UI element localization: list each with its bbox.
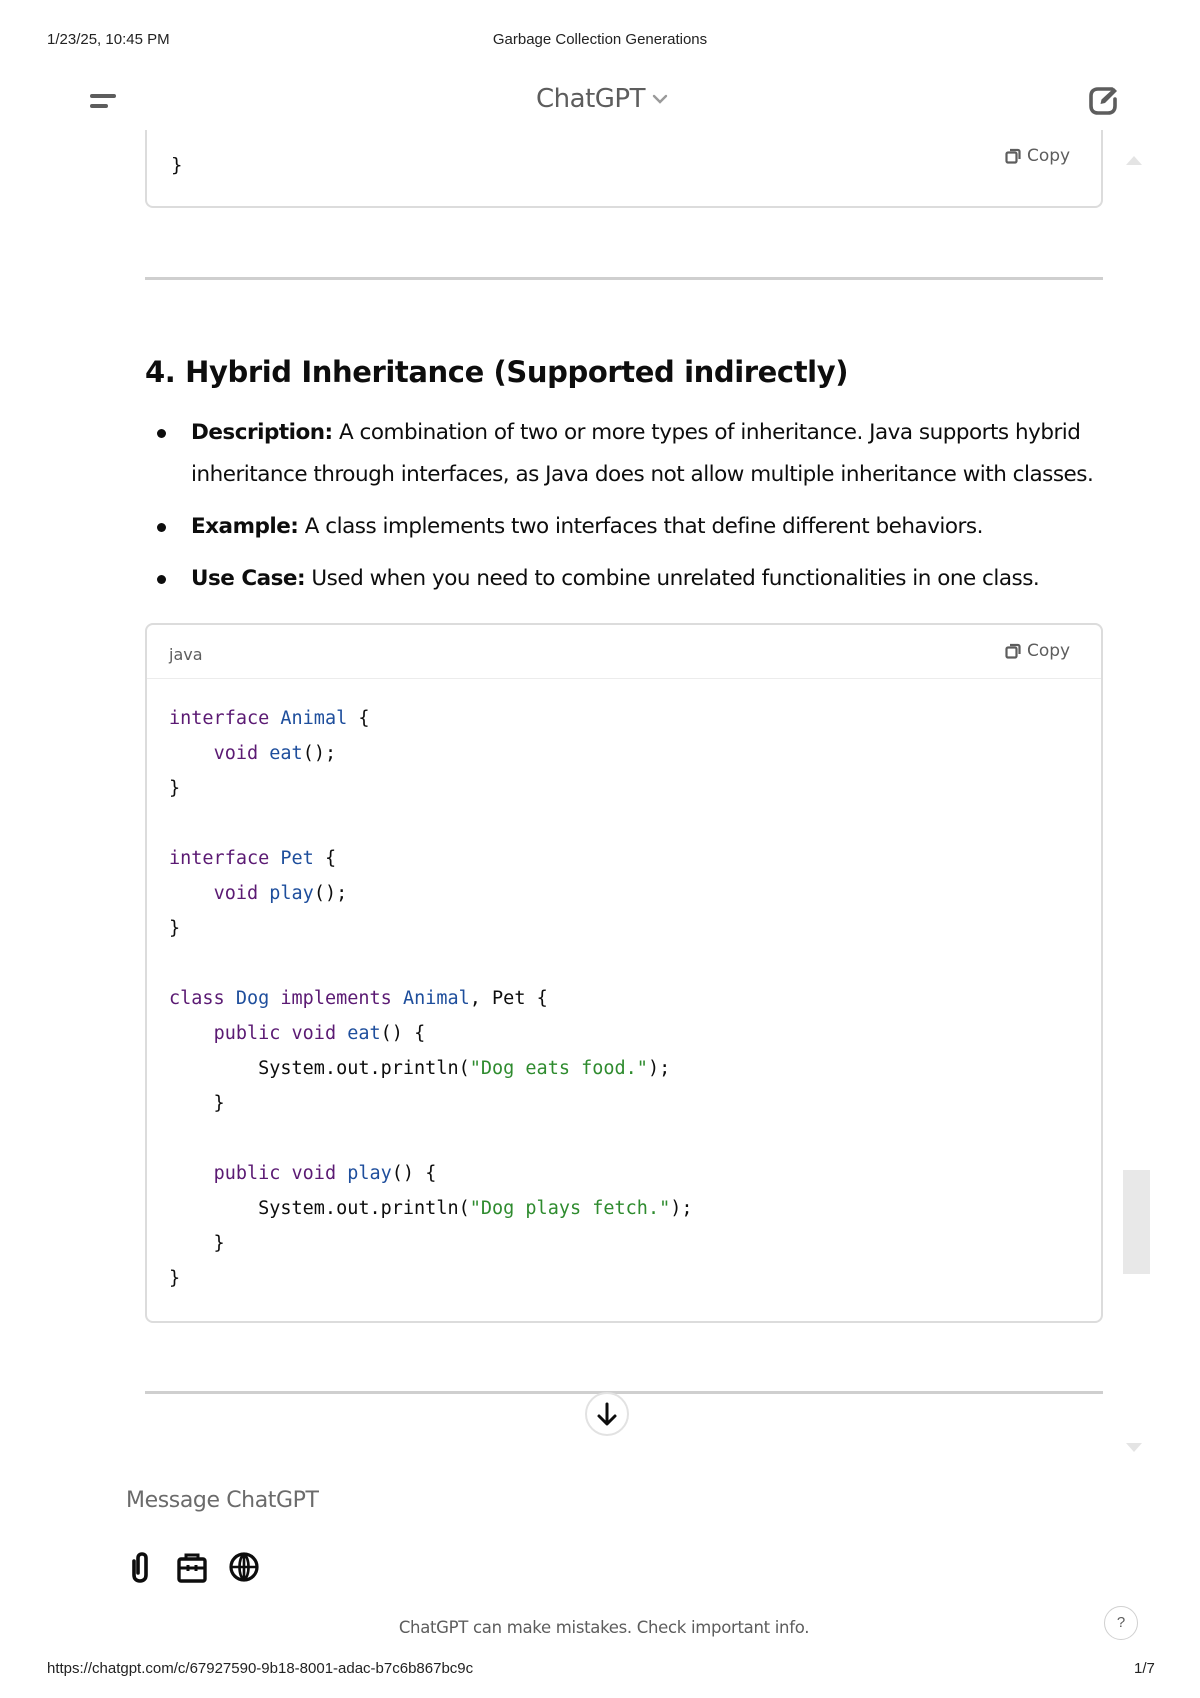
code-block-header xyxy=(147,625,1101,679)
sidebar-toggle-button[interactable] xyxy=(88,90,122,114)
print-date: 1/23/25, 10:45 PM xyxy=(47,31,170,48)
toolbox-icon xyxy=(175,1549,209,1585)
code-token: void xyxy=(291,1163,337,1184)
code-token: eat xyxy=(347,1023,381,1044)
copy-icon xyxy=(1005,148,1021,164)
code-token: public xyxy=(213,1163,281,1184)
list-item xyxy=(145,558,1105,600)
code-token: Animal xyxy=(280,708,348,729)
chevron-down-icon xyxy=(651,92,669,106)
model-name: ChatGPT xyxy=(536,84,645,114)
print-page-number: 1/7 xyxy=(1134,1660,1155,1677)
scroll-up-arrow[interactable] xyxy=(1126,156,1142,165)
bullet-text: A class implements two interfaces that define different behaviors. xyxy=(298,514,983,539)
bullet-label: Use Case: xyxy=(191,566,306,591)
code-token: "Dog plays fetch." xyxy=(469,1198,671,1219)
composer-toolbar xyxy=(123,1549,261,1585)
code-token: eat xyxy=(269,743,303,764)
print-header xyxy=(0,28,1200,52)
model-selector[interactable] xyxy=(536,84,669,114)
menu-icon xyxy=(90,94,116,98)
code-token: implements xyxy=(280,988,392,1009)
web-search-button[interactable] xyxy=(227,1549,261,1585)
section-divider xyxy=(145,277,1103,280)
list-item xyxy=(145,506,1105,548)
app-header xyxy=(0,80,1200,124)
list-item xyxy=(145,412,1105,496)
new-chat-icon xyxy=(1086,84,1120,118)
code-token: play xyxy=(269,883,314,904)
menu-icon-line xyxy=(90,104,108,108)
paperclip-icon xyxy=(123,1549,157,1585)
copy-icon xyxy=(1005,643,1021,659)
scrollbar-thumb[interactable] xyxy=(1123,1170,1150,1274)
attach-button[interactable] xyxy=(123,1549,157,1585)
code-token: interface xyxy=(169,708,270,729)
code-token: Pet xyxy=(492,988,526,1009)
bullet-label: Description: xyxy=(191,420,333,445)
new-chat-button[interactable] xyxy=(1086,84,1120,118)
bullet-list xyxy=(145,412,1105,610)
code-language-label: java xyxy=(169,645,203,664)
message-input[interactable]: Message ChatGPT xyxy=(126,1488,319,1513)
section-title-bold: 4. Hybrid Inheritance xyxy=(145,355,484,389)
section-title-note: (Supported indirectly) xyxy=(483,355,849,389)
print-url: https://chatgpt.com/c/67927590-9b18-8001-adac-b7c6b867bc9c xyxy=(47,1660,474,1677)
code-token: void xyxy=(213,883,259,904)
code-token: "Dog eats food." xyxy=(469,1058,648,1079)
code-token: public xyxy=(213,1023,281,1044)
code-token: System.out.println( xyxy=(258,1058,470,1079)
arrow-down-icon xyxy=(587,1394,627,1434)
code-content: interface Animal { void eat(); } interface Pet { void play(); } class Dog implements Animal, Pet { public void eat() { System.out.println("Dog eats food."); } public void play() { System.out.println("Dog plays fetch."); } } xyxy=(169,708,693,1289)
copy-code-button[interactable] xyxy=(1005,641,1070,661)
help-button[interactable]: ? xyxy=(1104,1606,1138,1640)
previous-code-block xyxy=(145,130,1103,208)
scroll-to-bottom-button[interactable] xyxy=(585,1392,629,1436)
code-token: class xyxy=(169,988,225,1009)
code-token: System.out.println( xyxy=(258,1198,470,1219)
code-token: interface xyxy=(169,848,270,869)
code-token: Animal xyxy=(402,988,470,1009)
copy-label: Copy xyxy=(1027,146,1071,166)
code-token: Pet xyxy=(280,848,314,869)
code-line: } xyxy=(171,154,183,176)
code-token: play xyxy=(347,1163,392,1184)
code-token: void xyxy=(213,743,259,764)
copy-code-button[interactable] xyxy=(1005,146,1070,166)
copy-label: Copy xyxy=(1027,641,1071,661)
bullet-label: Example: xyxy=(191,514,299,539)
code-token: void xyxy=(291,1023,337,1044)
bullet-text: Used when you need to combine unrelated functionalities in one class. xyxy=(305,566,1040,591)
disclaimer-text: ChatGPT can make mistakes. Check important info. xyxy=(398,1618,810,1637)
globe-icon xyxy=(227,1549,261,1585)
code-block xyxy=(145,623,1103,1323)
scroll-down-arrow[interactable] xyxy=(1126,1443,1142,1452)
tools-button[interactable] xyxy=(175,1549,209,1585)
section-title xyxy=(145,355,848,389)
code-token: Dog xyxy=(235,988,270,1009)
bullet-text: A combination of two or more types of inheritance. Java supports hybrid inheritance through interfaces, as Java does not allow multiple inheritance with classes. xyxy=(191,420,1094,487)
print-document-title: Garbage Collection Generations xyxy=(492,31,708,48)
